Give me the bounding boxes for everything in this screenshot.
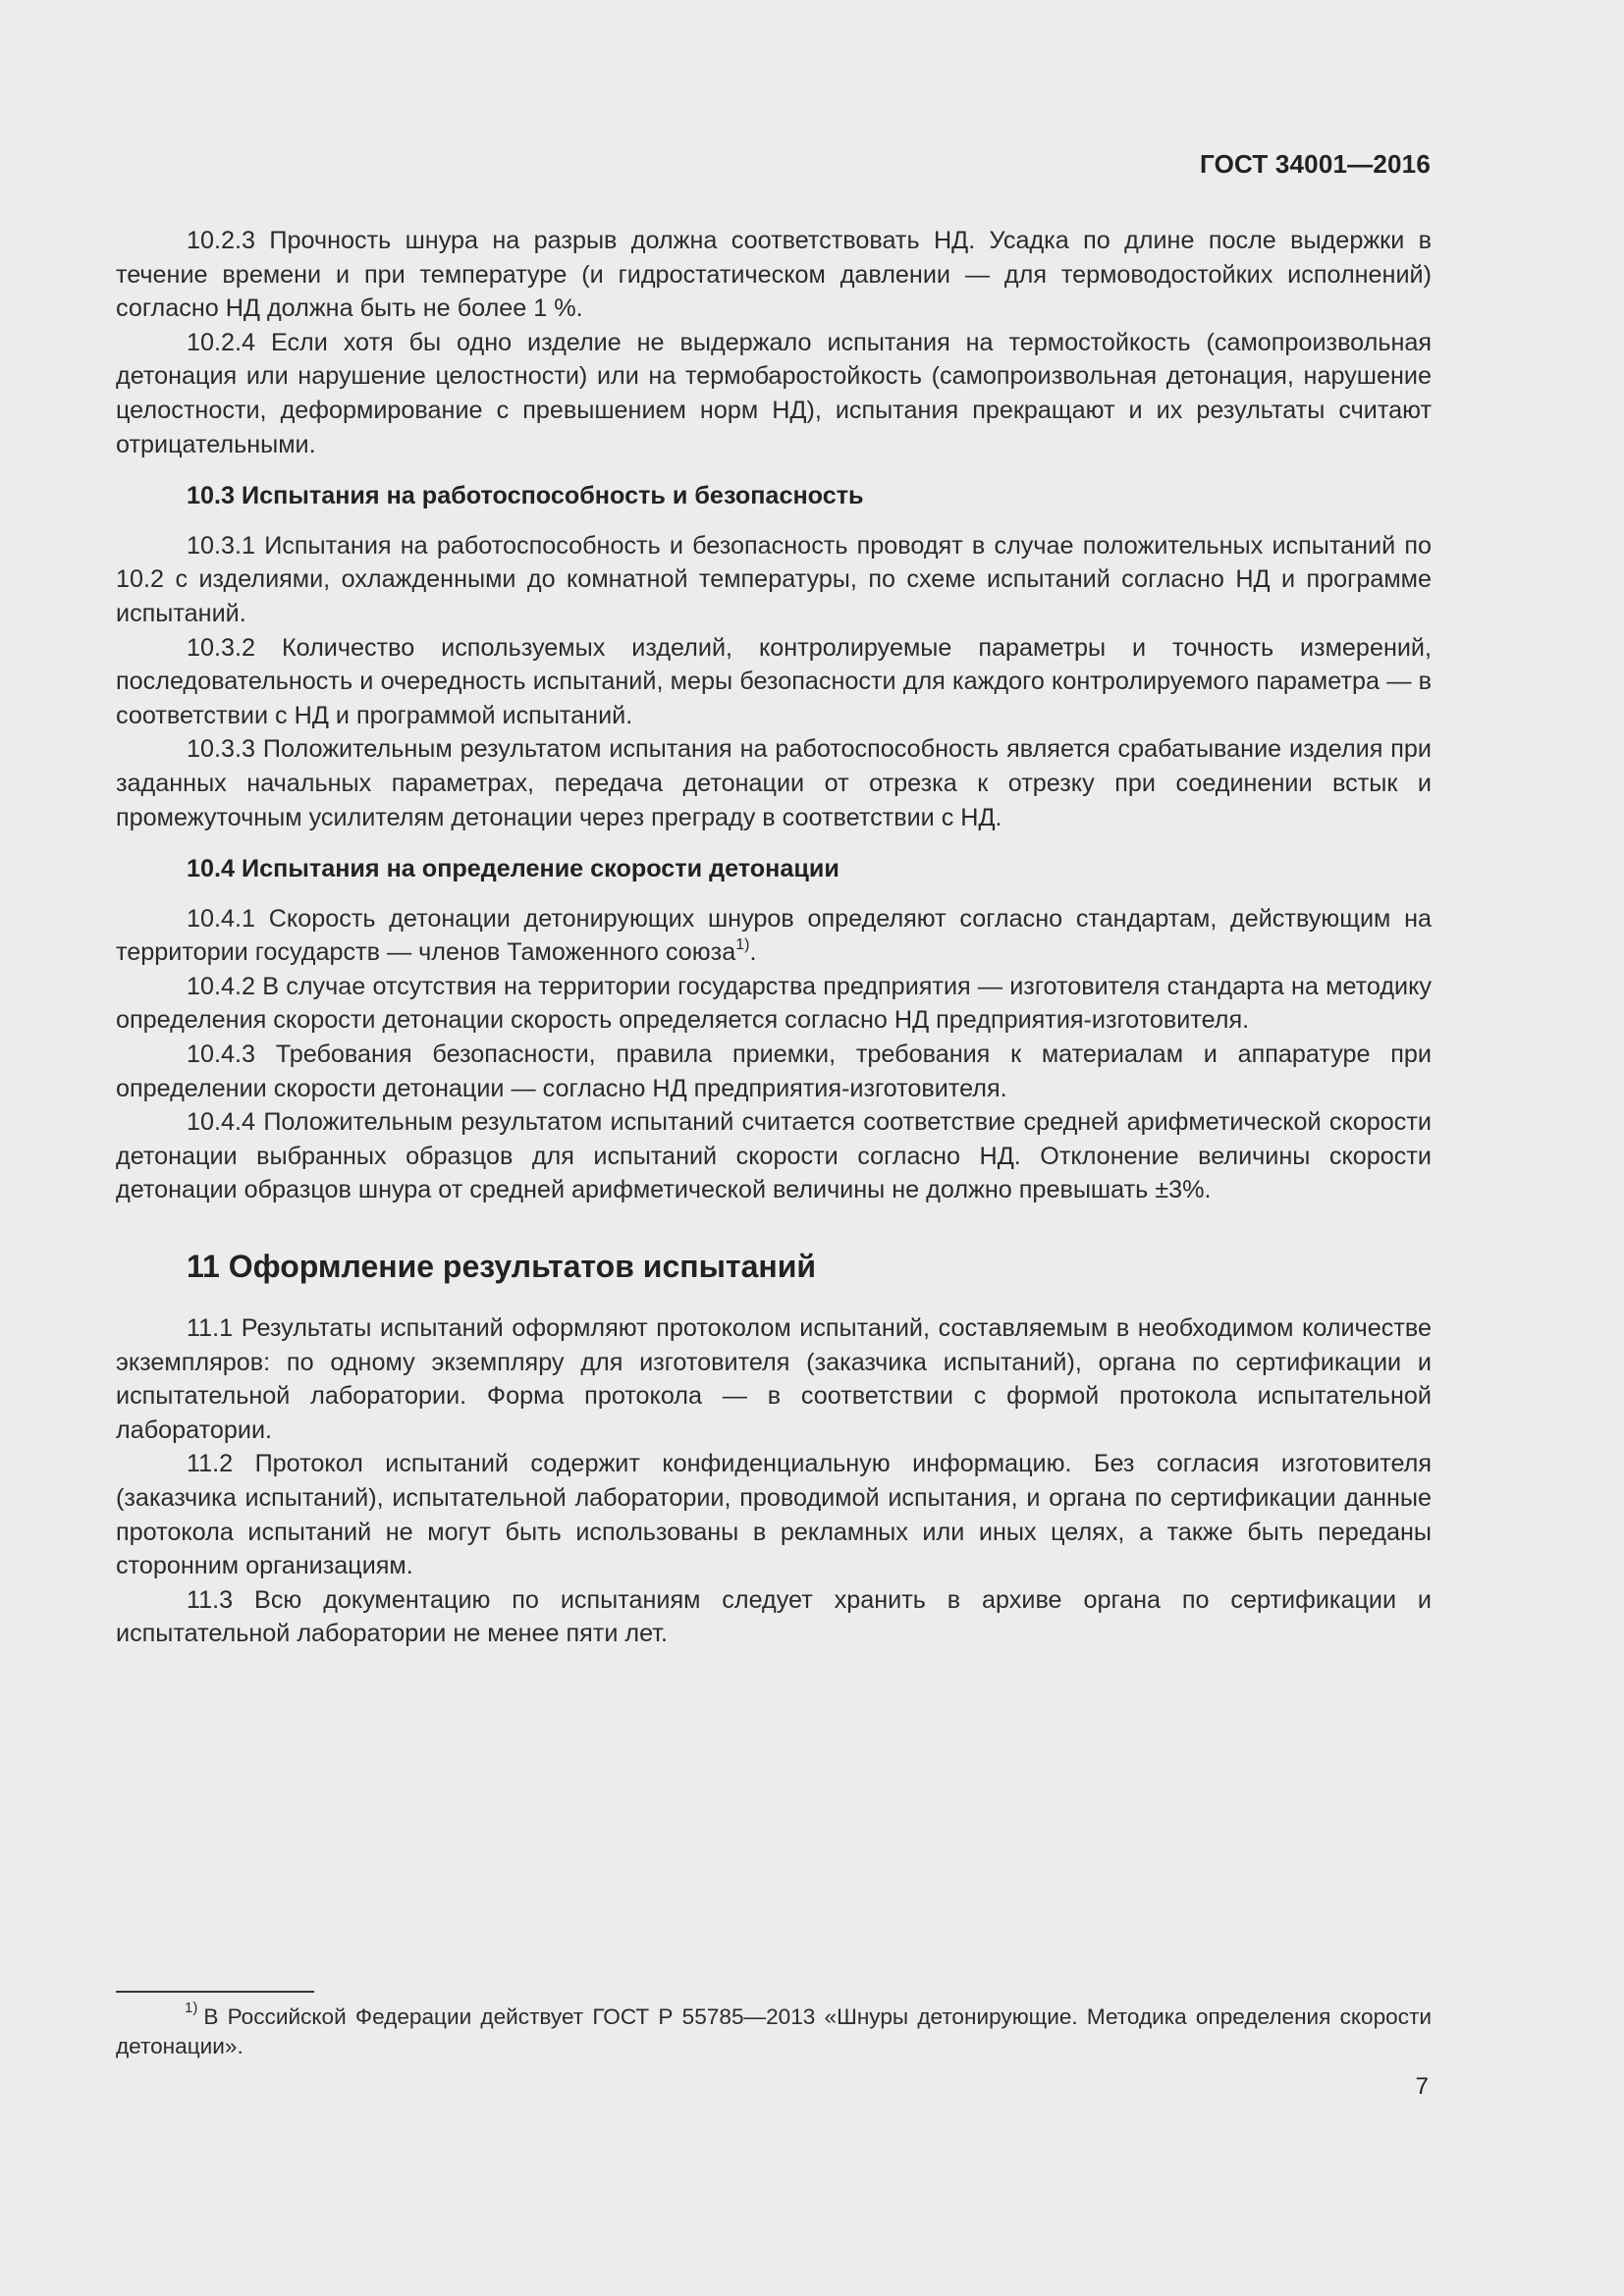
footnote-marker: 1) bbox=[185, 2000, 198, 2017]
footnote bbox=[116, 2002, 1432, 2061]
section-heading-10-3: 10.3 Испытания на работоспособность и безопасность bbox=[187, 482, 864, 510]
section-heading-10-4: 10.4 Испытания на определение скорости детонации bbox=[187, 855, 839, 883]
paragraph-10-3-3: 10.3.3 Положительным результатом испытания на работоспособность является срабатывание изделия при заданных начальных параметрах, передача детонации от отрезка к отрезку при соединении встык и промежуточным усилителям детонации через преграду в соответствии с НД. bbox=[116, 735, 1432, 831]
document-code-header: ГОСТ 34001—2016 bbox=[1200, 149, 1431, 179]
paragraph-10-2-4: 10.2.4 Если хотя бы одно изделие не выдержало испытания на термостойкость (самопроизвольная детонация или нарушение целостности) или на термобаростойкость (самопроизвольная детонация, нарушение целостности, деформирование с превышением норм НД), испытания прекращают и их результаты считают отрицательными. bbox=[116, 328, 1432, 458]
paragraph-10-3-2: 10.3.2 Количество используемых изделий, контролируемые параметры и точность измерений, последовательность и очередность испытаний, меры безопасности для каждого контролируемого параметра — в соответствии с НД и программой испытаний. bbox=[116, 633, 1432, 729]
paragraph-10-4-3: 10.4.3 Требования безопасности, правила приемки, требования к материалам и аппаратуре при определении скорости детонации — согласно НД предприятия-изготовителя. bbox=[116, 1041, 1432, 1102]
footnote-separator bbox=[116, 1991, 314, 1993]
page-number: 7 bbox=[1415, 2073, 1429, 2100]
paragraph-10-3-1: 10.3.1 Испытания на работоспособность и безопасность проводят в случае положительных испытаний по 10.2 с изделиями, охлажденными до комнатной температуры, по схеме испытаний согласно НД и программе испытаний. bbox=[116, 531, 1432, 627]
paragraph-10-4-2: 10.4.2 В случае отсутствия на территории государства предприятия — изготовителя стандарта на методику определения скорости детонации скорость определяется согласно НД предприятия-изготовителя. bbox=[116, 972, 1432, 1035]
footnote-text: В Российской Федерации действует ГОСТ Р 55785—2013 «Шнуры детонирующие. Методика определения скорости детонации». bbox=[116, 2004, 1432, 2058]
footnote-reference: 1) bbox=[735, 935, 750, 953]
paragraph-10-4-1 bbox=[116, 902, 1432, 970]
paragraph-11-1: 11.1 Результаты испытаний оформляют протоколом испытаний, составляемым в необходимом количестве экземпляров: по одному экземпляру для изготовителя (заказчика испытаний), органа по сертификации и испытательной лаборатории. Форма протокола — в соответствии с формой протокола испытательной лаборатории. bbox=[116, 1314, 1432, 1444]
main-content bbox=[116, 224, 1432, 1651]
chapter-heading-11: 11 Оформление результатов испытаний bbox=[187, 1249, 817, 1285]
paragraph-10-4-1-text: 10.4.1 Скорость детонации детонирующих шнуров определяют согласно стандартам, действующим на территории государств — членов Таможенного союза bbox=[116, 904, 1432, 967]
paragraph-10-4-4: 10.4.4 Положительным результатом испытаний считается соответствие средней арифметической скорости детонации выбранных образцов для испытаний скорости согласно НД. Отклонение величины скорости детонации образцов шнура от средней арифметической величины не должно превышать ±3%. bbox=[116, 1108, 1432, 1204]
paragraph-11-2: 11.2 Протокол испытаний содержит конфиденциальную информацию. Без согласия изготовителя (заказчика испытаний), испытательной лаборатории, проводимой испытания, и органа по сертификации данные протокола испытаний не могут быть использованы в рекламных или иных целях, а также быть переданы сторонним организациям. bbox=[116, 1450, 1432, 1580]
paragraph-10-4-1-end: . bbox=[749, 938, 757, 967]
paragraph-11-3: 11.3 Всю документацию по испытаниям следует хранить в архиве органа по сертификации и испытательной лаборатории не менее пяти лет. bbox=[116, 1585, 1432, 1648]
paragraph-10-2-3: 10.2.3 Прочность шнура на разрыв должна соответствовать НД. Усадка по длине после выдержки в течение времени и при температуре (и гидростатическом давлении — для термоводостойких исполнений) согласно НД должна быть не более 1 %. bbox=[116, 227, 1432, 323]
